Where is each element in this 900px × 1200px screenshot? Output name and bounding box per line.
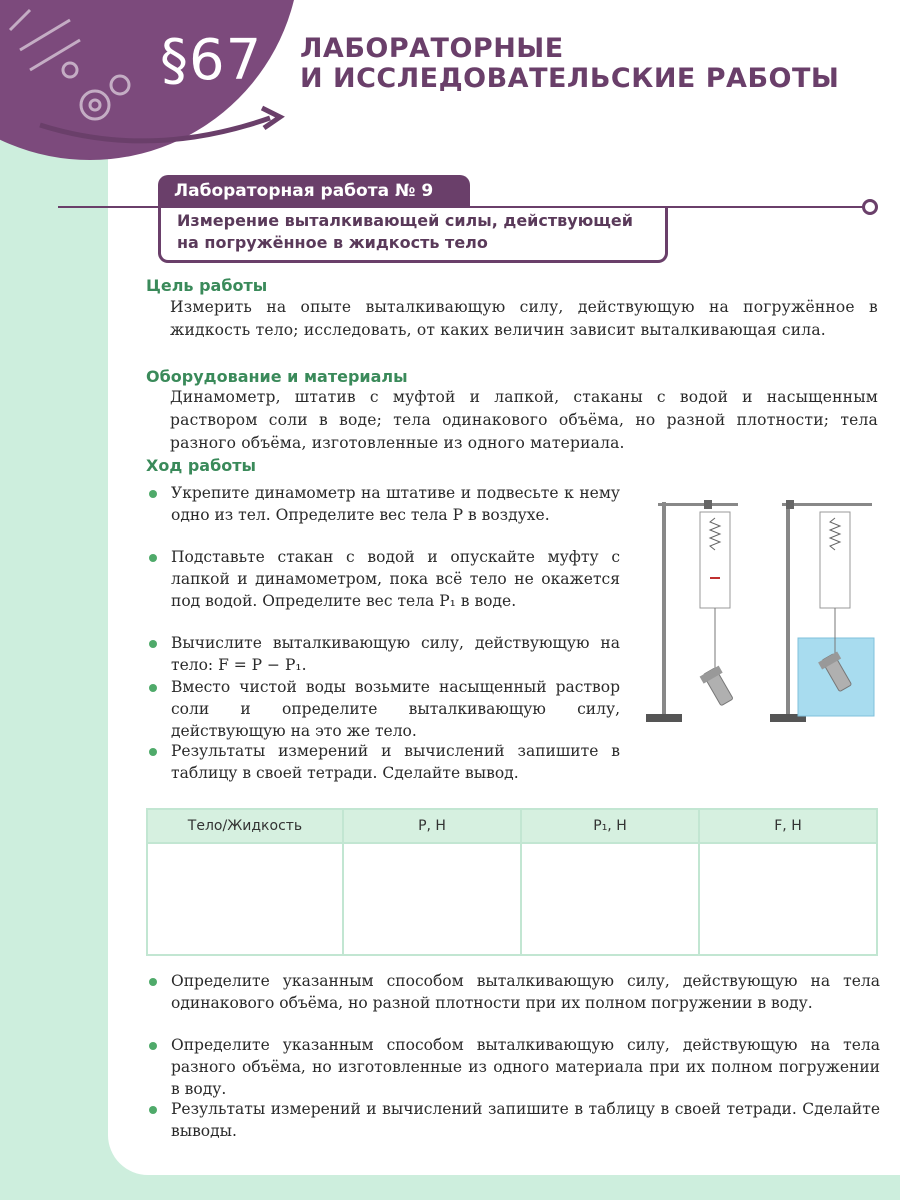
list-item <box>150 970 880 1014</box>
column-header: P₁, Н <box>521 809 699 843</box>
table-header-row <box>147 809 877 843</box>
lab-badge: Лабораторная работа № 9 <box>158 175 470 207</box>
lab-title <box>158 207 668 263</box>
step-6-text: Определите указанным способом выталкивающую силу, действующую на тела одинакового объёма, но разной плотности при их полном погружении в воду. <box>171 972 880 1012</box>
step-8-text: Результаты измерений и вычислений запишите в таблицу в своей тетради. Сделайте выводы. <box>171 1100 880 1140</box>
step-3-text: Вычислите выталкивающую силу, действующую на тело: F = P − P₁. <box>171 634 620 674</box>
stand-right <box>770 500 874 722</box>
goal-heading: Цель работы <box>146 276 268 295</box>
list-item <box>150 632 620 676</box>
results-table <box>146 808 878 956</box>
lab-title-line-2: на погружённое в жидкость тело <box>177 233 488 252</box>
goal-text: Измерить на опыте выталкивающую силу, действующую на погружённое в жидкость тело; исследовать, от каких величин зависит выталкивающая сила. <box>170 298 878 339</box>
column-header: F, Н <box>699 809 877 843</box>
step-5-text: Результаты измерений и вычислений запишите в таблицу в своей тетради. Сделайте вывод. <box>171 742 620 782</box>
lab-rule-end-icon <box>862 199 878 215</box>
equipment-heading: Оборудование и материалы <box>146 367 408 386</box>
title-line-2: И ИССЛЕДОВАТЕЛЬСКИЕ РАБОТЫ <box>300 63 840 94</box>
table-cell <box>147 843 343 955</box>
list-item <box>150 546 620 612</box>
column-header: P, Н <box>343 809 521 843</box>
procedure-heading: Ход работы <box>146 456 256 475</box>
section-number: §67 <box>160 28 263 93</box>
equipment-text: Динамометр, штатив с муфтой и лапкой, стаканы с водой и насыщенным раствором соли в воде; тела одинакового объёма, но разной плотности; тела разного объёма, изготовленные из одного материала. <box>170 388 878 452</box>
list-item <box>150 1098 880 1142</box>
step-1-text: Укрепите динамометр на штативе и подвесьте к нему одно из тел. Определите вес тела P в воздухе. <box>171 484 620 524</box>
step-4-text: Вместо чистой воды возьмите насыщенный раствор соли и определите выталкивающую силу, действующую на это же тело. <box>171 678 620 740</box>
list-item <box>150 1034 880 1100</box>
table-row <box>147 843 877 955</box>
lab-title-line-1: Измерение выталкивающей силы, действующей <box>177 211 633 230</box>
table-cell <box>343 843 521 955</box>
step-2-text: Подставьте стакан с водой и опускайте муфту с лапкой и динамометром, пока всё тело не окажется под водой. Определите вес тела P₁ в воде. <box>171 548 620 610</box>
step-7-text: Определите указанным способом выталкивающую силу, действующую на тела разного объёма, но изготовленные из одного материала при их полном погружении в воду. <box>171 1036 880 1098</box>
table-cell <box>699 843 877 955</box>
page-title <box>300 34 839 94</box>
list-item <box>150 482 620 526</box>
title-line-1: ЛАБОРАТОРНЫЕ <box>300 33 564 64</box>
table-cell <box>521 843 699 955</box>
dynamometer-figure <box>640 488 890 730</box>
stand-left <box>646 500 738 722</box>
list-item <box>150 676 620 742</box>
list-item <box>150 740 620 784</box>
column-header: Тело/Жидкость <box>147 809 343 843</box>
